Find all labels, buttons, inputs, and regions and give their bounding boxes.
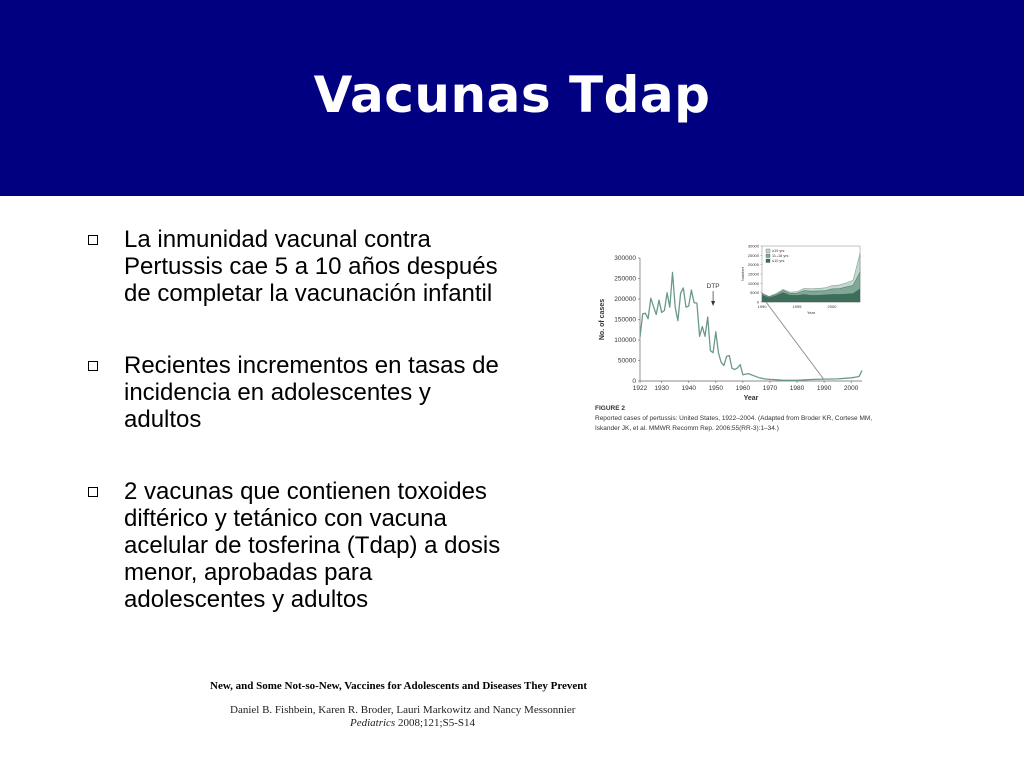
inset-y-tick-label: 10000	[747, 280, 759, 286]
inset-legend-label: ≤10 yrs	[772, 259, 785, 263]
inset-legend-label: 11–18 yrs	[772, 254, 789, 258]
y-tick-label: 50000	[617, 357, 636, 365]
citation-title: New, and Some Not-so-New, Vaccines for Adolescents and Diseases They Prevent	[210, 680, 588, 692]
bullet-text: 2 vacunas que contienen toxoides diftérico y tetánico con vacuna acelular de tosferina (Tdap) a dosis menor, aprobadas para adolescentes y adultos	[124, 478, 501, 613]
inset-x-tick-label: 2000	[827, 304, 837, 309]
bullet-text: Recientes incrementos en tasas de incidencia en adolescentes y adultos	[124, 352, 499, 433]
bullet-list	[88, 226, 508, 658]
bullet-square-icon	[88, 487, 98, 497]
inset-legend-swatch	[766, 254, 770, 258]
x-tick-label: 2000	[843, 385, 859, 392]
title-bar	[0, 0, 1024, 196]
x-tick-label: 1950	[708, 385, 724, 392]
slide-title: Vacunas Tdap	[313, 66, 711, 124]
bullet-square-icon	[88, 235, 98, 245]
inset-y-tick-label: 25000	[747, 252, 759, 258]
x-tick-label: 1940	[681, 385, 696, 392]
x-tick-label: 1960	[735, 385, 751, 392]
y-tick-label: 150000	[614, 316, 636, 324]
y-tick-label: 0	[632, 378, 636, 385]
y-tick-label: 300000	[614, 255, 636, 262]
x-tick-label: 1930	[654, 385, 669, 392]
inset-y-tick-label: 30000	[747, 243, 759, 249]
inset-x-tick-label: 1995	[792, 304, 802, 309]
inset-y-tick-label: 15000	[747, 271, 759, 277]
inset-x-tick-label: 1990	[757, 304, 767, 309]
citation-authors: Daniel B. Fishbein, Karen R. Broder, Lauri Markowitz and Nancy Messonnier	[230, 704, 576, 716]
figure-label: FIGURE 2	[595, 405, 625, 412]
x-tick-label: 1922	[632, 385, 648, 392]
journal-details: 2008;121;S5-S14	[397, 717, 475, 729]
bullet-item	[88, 478, 508, 613]
bullet-item	[88, 352, 508, 433]
x-tick-label: 1980	[789, 385, 805, 392]
journal-name: Pediatrics	[350, 717, 396, 729]
y-tick-label: 250000	[614, 275, 636, 283]
bullet-square-icon	[88, 361, 98, 371]
y-axis-title: No. of cases	[599, 298, 606, 341]
inset-y-tick-label: 20000	[747, 262, 759, 268]
x-tick-label: 1970	[762, 385, 778, 392]
bullet-item	[88, 226, 508, 307]
inset-connector-line	[766, 302, 824, 380]
inset-y-tick-label: 5000	[750, 290, 759, 296]
annotation-dtp: DTP	[706, 283, 720, 290]
y-tick-label: 200000	[614, 296, 636, 303]
inset-legend-swatch	[766, 249, 770, 253]
citation-journal	[350, 717, 475, 729]
figure-caption-text: Reported cases of pertussis: United States, 1922–2004. (Adapted from Broder KR, Cortese MM, Iskander JK, et al. MMWR Recomm Rep. 2006;55(RR-3):1–34.)	[595, 415, 873, 432]
inset-legend-swatch	[766, 259, 770, 263]
x-axis-title: Year	[743, 395, 759, 402]
inset-legend-label: ≥19 yrs	[772, 249, 785, 253]
y-tick-label: 100000	[614, 337, 636, 344]
inset-y-tick-label: 0	[756, 299, 759, 305]
inset-y-axis-title: Number	[740, 266, 745, 282]
bullet-text: La inmunidad vacunal contra Pertussis cae 5 a 10 años después de completar la vacunación infantil	[124, 226, 498, 307]
figure-caption	[595, 404, 875, 434]
inset-x-axis-title: Year	[806, 310, 816, 315]
annotation-arrow-head	[711, 301, 715, 306]
x-tick-label: 1990	[816, 385, 832, 392]
